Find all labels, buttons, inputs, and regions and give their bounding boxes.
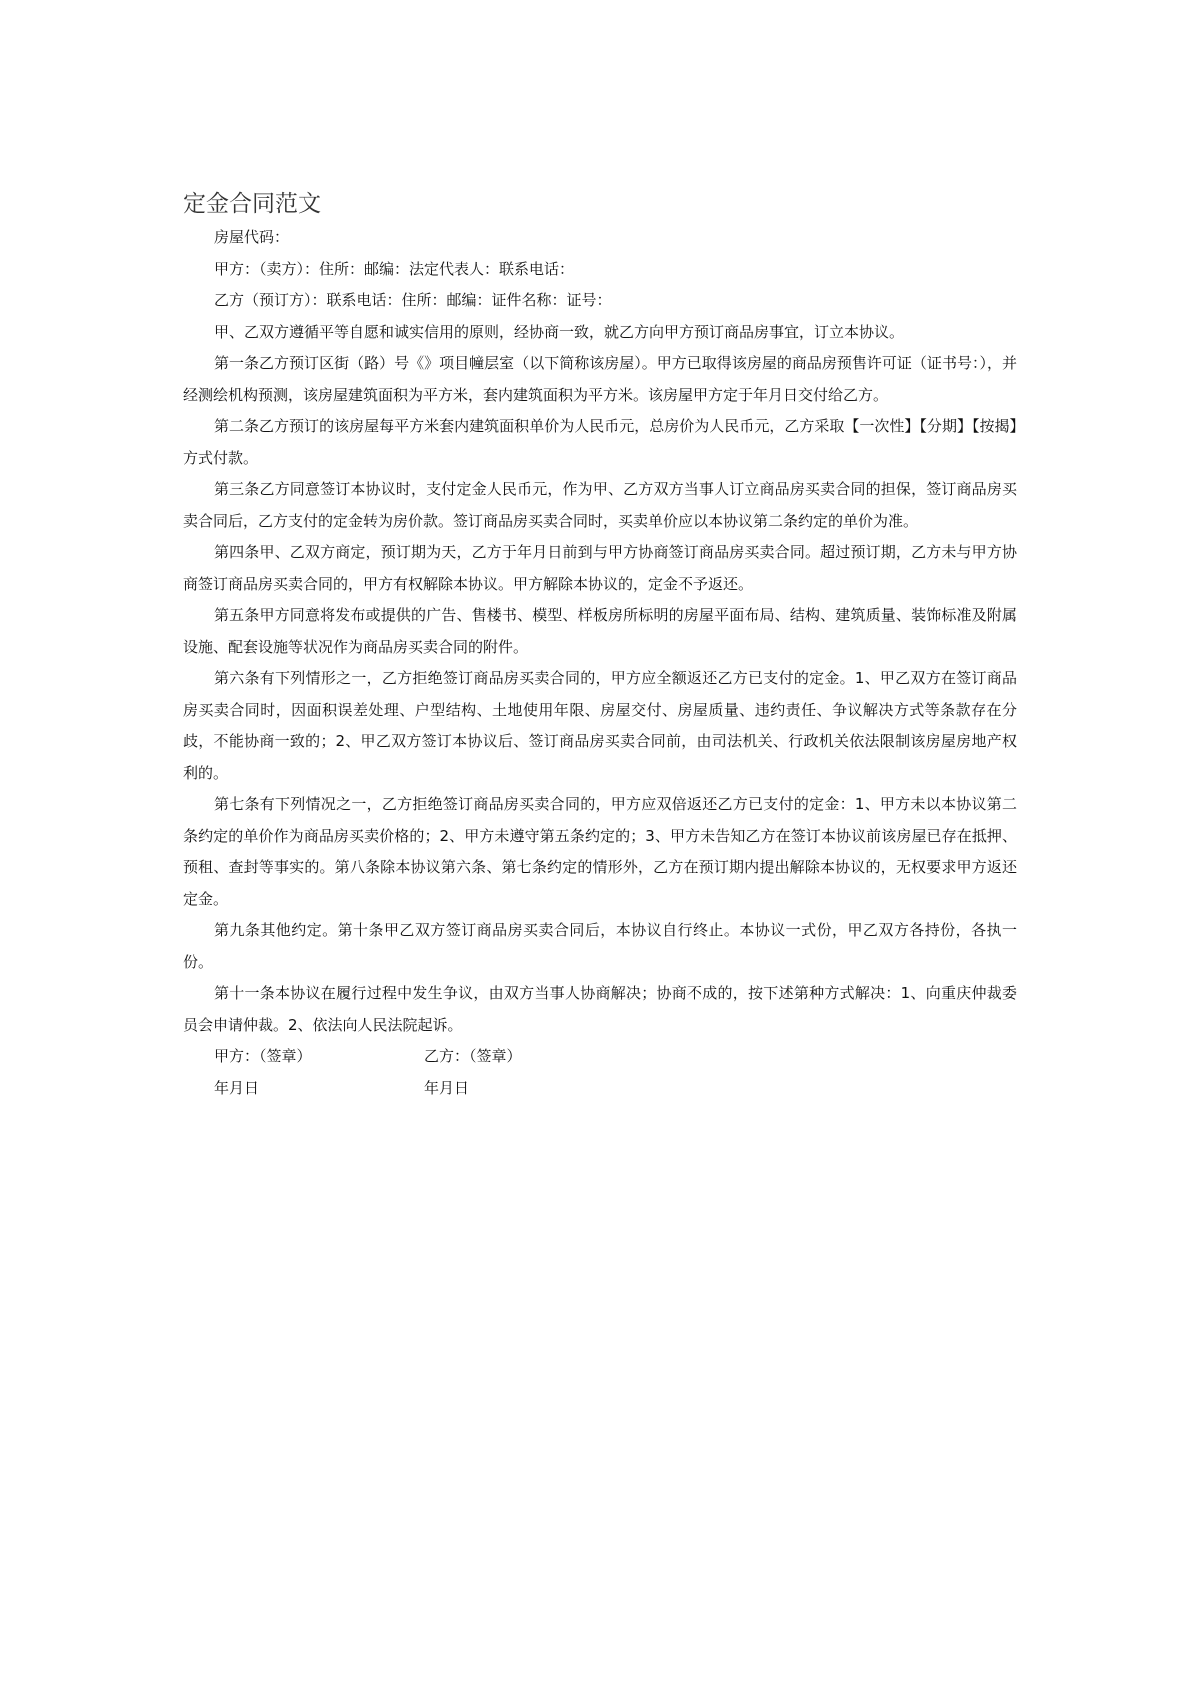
document-title: 定金合同范文 — [183, 191, 321, 217]
signature-row — [183, 1041, 1017, 1073]
paragraph-article-6: 第六条有下列情形之一，乙方拒绝签订商品房买卖合同的，甲方应全额返还乙方已支付的定金。1、甲乙双方在签订商品房买卖合同时，因面积误差处理、户型结构、土地使用年限、房屋交付、房屋质量、违约责任、争议解决方式等条款存在分歧，不能协商一致的；2、甲乙双方签订本协议后、签订商品房买卖合同前，由司法机关、行政机关依法限制该房屋房地产权利的。 — [183, 669, 1017, 782]
paragraph-party-b: 乙方（预订方）：联系电话：住所：邮编：证件名称：证号： — [214, 291, 612, 309]
paragraph-article-2: 第二条乙方预订的该房屋每平方米套内建筑面积单价为人民币元，总房价为人民币元，乙方采取【一次性】【分期】【按揭】方式付款。 — [183, 417, 1017, 467]
party-b-signature-date: 年月日 — [424, 1078, 470, 1097]
paragraph-article-4: 第四条甲、乙双方商定，预订期为天，乙方于年月日前到与甲方协商签订商品房买卖合同。超过预订期，乙方未与甲方协商签订商品房买卖合同的，甲方有权解除本协议。甲方解除本协议的，定金不予返还。 — [183, 543, 1017, 593]
document-body — [183, 222, 1017, 1104]
paragraph-article-5: 第五条甲方同意将发布或提供的广告、售楼书、模型、样板房所标明的房屋平面布局、结构、建筑质量、装饰标准及附属设施、配套设施等状况作为商品房买卖合同的附件。 — [183, 606, 1017, 656]
paragraph-house-code: 房屋代码： — [214, 228, 290, 246]
paragraph-article-7: 第七条有下列情况之一，乙方拒绝签订商品房买卖合同的，甲方应双倍返还乙方已支付的定金：1、甲方未以本协议第二条约定的单价作为商品房买卖价格的；2、甲方未遵守第五条约定的；3、甲方未告知乙方在签订本协议前该房屋已存在抵押、预租、查封等事实的。第八条除本协议第六条、第七条约定的情形外，乙方在预订期内提出解除本协议的，无权要求甲方返还定金。 — [183, 795, 1017, 908]
paragraph-party-a: 甲方：（卖方）：住所：邮编：法定代表人：联系电话： — [214, 259, 575, 278]
paragraph-article-3: 第三条乙方同意签订本协议时，支付定金人民币元，作为甲、乙方双方当事人订立商品房买卖合同的担保，签订商品房买卖合同后，乙方支付的定金转为房价款。签订商品房买卖合同时，买卖单价应以本协议第二条约定的单价为准。 — [183, 480, 1017, 530]
party-a-signature-label: 甲方：（签章） — [214, 1047, 312, 1065]
paragraph-preamble: 甲、乙双方遵循平等自愿和诚实信用的原则，经协商一致，就乙方向甲方预订商品房事宜，订立本协议。 — [214, 322, 905, 341]
paragraph-article-1: 第一条乙方预订区街（路）号《》项目幢层室（以下简称该房屋）。甲方已取得该房屋的商品房预售许可证（证书号：），并经测绘机构预测，该房屋建筑面积为平方米，套内建筑面积为平方米。该房屋甲方定于年月日交付给乙方。 — [183, 354, 1017, 404]
party-a-signature-date: 年月日 — [214, 1078, 260, 1097]
party-b-signature-label: 乙方：（签章） — [424, 1047, 522, 1065]
signature-date-row — [183, 1073, 1017, 1105]
paragraph-article-9: 第九条其他约定。第十条甲乙双方签订商品房买卖合同后，本协议自行终止。本协议一式份，甲乙双方各持份，各执一份。 — [183, 921, 1017, 971]
paragraph-article-11: 第十一条本协议在履行过程中发生争议，由双方当事人协商解决；协商不成的，按下述第种方式解决：1、向重庆仲裁委员会申请仲裁。2、依法向人民法院起诉。 — [183, 984, 1017, 1034]
